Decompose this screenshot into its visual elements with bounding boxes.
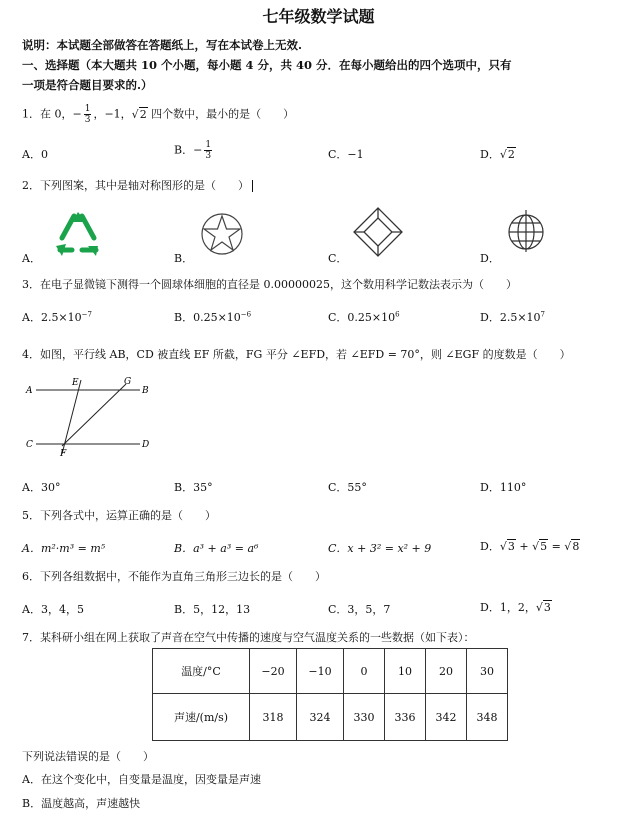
- q3-option-d: D．$2.5\times 10^7$: [480, 310, 545, 324]
- label-e: E: [72, 378, 79, 388]
- parallel-lines-figure: [24, 374, 164, 460]
- q7-option-b: B．温度越高，声速越快: [22, 797, 141, 810]
- table-cell: 20: [426, 649, 467, 694]
- question-7: 7．某科研小组在网上获取了声音在空气中传播的速度与空气温度关系的一些数据（如下表）：: [22, 631, 475, 644]
- section-heading-line2: 一项是符合题目要求的.）: [22, 78, 153, 92]
- q7-option-a: A．在这个变化中，自变量是温度，因变量是声速: [22, 773, 261, 786]
- q1-fraction: $\frac{1}{3}$: [84, 104, 91, 125]
- q1-option-b: B．− $\frac{1}{3}$: [174, 140, 212, 161]
- q1-prefix: 1．在 0，−: [22, 107, 82, 121]
- q5-option-d: D．√3 + √5 = √8: [480, 540, 580, 553]
- question-5: 5．下列各式中，运算正确的是（ ）: [22, 509, 216, 522]
- table-cell: 0: [344, 649, 385, 694]
- question-4: 4．如图，平行线 AB，CD 被直线 EF 所截，FG 平分 ∠EFD，若 ∠EFD = 70°，则 ∠EGF 的度数是（ ）: [22, 348, 571, 361]
- q6-option-a: A．3，4，5: [22, 603, 84, 616]
- q2-option-b: B．: [174, 252, 194, 265]
- q6-option-b: B．5，12，13: [174, 603, 251, 616]
- label-d: D: [142, 440, 150, 450]
- q5-option-a: A．m²·m³ = m⁵: [22, 542, 106, 555]
- table-row: [153, 649, 508, 694]
- label-b: B: [142, 386, 149, 396]
- q6-option-c: C．3，5，7: [328, 603, 391, 616]
- q4-option-c: C．55°: [328, 481, 367, 494]
- q4-option-b: B．35°: [174, 481, 213, 494]
- text-cursor: [252, 180, 253, 192]
- recycle-triangle-icon: [52, 210, 104, 260]
- question-3: 3．在电子显微镜下测得一个圆球体细胞的直径是 0.00000025，这个数用科学记数法表示为（ ）: [22, 278, 517, 291]
- table-cell: −20: [250, 649, 297, 694]
- q1-option-c: C．−1: [328, 148, 364, 161]
- circle-star-icon: [200, 212, 244, 256]
- q2-option-d: D．: [480, 252, 500, 265]
- label-c: C: [26, 440, 33, 450]
- q1-option-a: A．0: [22, 148, 48, 161]
- q5-option-b: B．a³ + a³ = a⁶: [174, 542, 259, 555]
- q1-mid: ，−1，: [93, 107, 132, 121]
- table-header-temperature: 温度/°C: [153, 649, 250, 694]
- q1-option-d: D．√2: [480, 148, 515, 161]
- table-cell: 324: [297, 694, 344, 741]
- question-2: 2．下列图案，其中是轴对称图形的是（ ）: [22, 177, 253, 193]
- table-cell: 348: [467, 694, 508, 741]
- section-heading-line1: 一、选择题（本大题共 10 个小题，每小题 4 分，共 40 分．在每小题给出的四个选项中，只有: [22, 58, 512, 72]
- label-a: A: [26, 386, 33, 396]
- table-cell: −10: [297, 649, 344, 694]
- table-header-speed: 声速/(m/s): [153, 694, 250, 741]
- table-cell: 330: [344, 694, 385, 741]
- q3-option-b: B．$0.25\times 10^{-6}$: [174, 310, 252, 324]
- q1-suffix: 四个数中，最小的是（ ）: [147, 107, 295, 121]
- q1-sqrt: √2: [131, 107, 147, 121]
- question-1: [22, 104, 294, 125]
- q6-option-d: D．1，2，√3: [480, 601, 551, 614]
- temperature-speed-table: [152, 648, 508, 741]
- q2-option-a: A．: [22, 252, 41, 265]
- label-f: F: [60, 449, 67, 459]
- globe-icon: [504, 208, 548, 254]
- q7-prompt: 下列说法错误的是（ ）: [22, 750, 154, 763]
- q5-option-c: C．x + 3² = x² + 9: [328, 542, 432, 555]
- table-cell: 342: [426, 694, 467, 741]
- rotated-squares-icon: [352, 206, 404, 258]
- q4-option-a: A．30°: [22, 481, 61, 494]
- table-cell: 10: [385, 649, 426, 694]
- table-cell: 336: [385, 694, 426, 741]
- table-row: [153, 694, 508, 741]
- q4-option-d: D．110°: [480, 481, 527, 494]
- table-cell: 30: [467, 649, 508, 694]
- label-g: G: [124, 377, 132, 387]
- q3-option-a: A．$2.5\times 10^{-7}$: [22, 310, 92, 324]
- q2-option-c: C．: [328, 252, 348, 265]
- table-cell: 318: [250, 694, 297, 741]
- q1-b-fraction: $\frac{1}{3}$: [205, 140, 212, 161]
- instructions-note: 说明：本试题全部做答在答题纸上，写在本试卷上无效.: [22, 38, 303, 52]
- page-title: 七年级数学试题: [262, 7, 375, 26]
- question-6: 6．下列各组数据中，不能作为直角三角形三边长的是（ ）: [22, 570, 326, 583]
- q3-option-c: C．$0.25\times 10^6$: [328, 310, 400, 324]
